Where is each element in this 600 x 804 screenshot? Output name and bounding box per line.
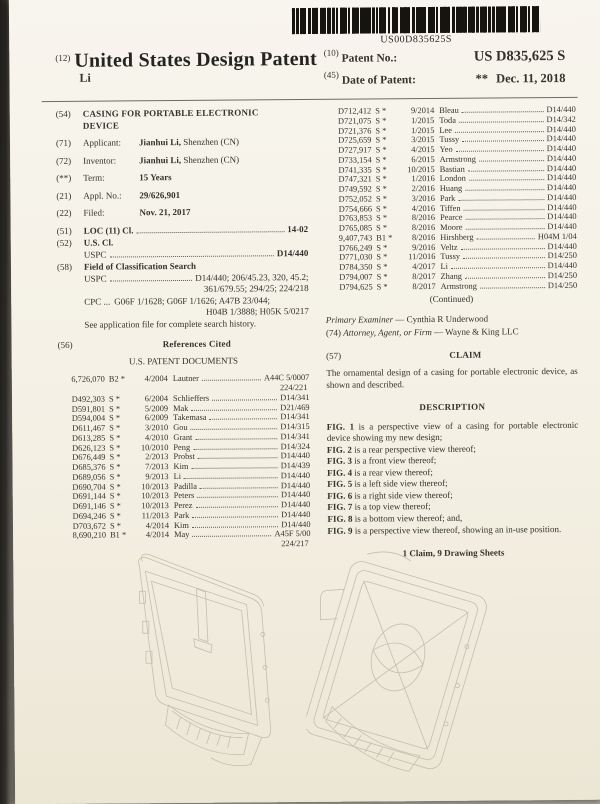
header-right [324, 46, 566, 91]
patent-header [55, 46, 565, 93]
us-class-label: U.S. Cl. [83, 237, 114, 248]
reference-row: D613,285 S * 4/2010 Grant D14/341 [71, 431, 310, 443]
claim-title: CLAIM [449, 349, 482, 360]
reference-row: D691,144 S * 10/2013 Peters D14/440 [72, 490, 311, 502]
reference-row: 8,690,210 B1 * 4/2014 May A45F 5/00 [72, 529, 311, 541]
bib-field-row: (21) Appl. No.: 29/626,901 [56, 189, 181, 201]
figure-drawing-left [109, 542, 311, 794]
uspc-label: USPC [83, 249, 107, 260]
primary-examiner-line: Primary Examiner — Cynthia R Underwood [325, 313, 489, 325]
attorney-line: (74) Attorney, Agent, or Firm — Wayne & King LLC [325, 326, 519, 339]
patent-number-row [324, 46, 566, 67]
reference-row: D794,007 S * 8/2017 Zhang D14/250 [339, 270, 578, 282]
continued-note: (Continued) [429, 293, 474, 305]
figure-description-line: FIG. 4 is a rear view thereof; [327, 466, 433, 478]
references-list-left [58, 373, 311, 550]
bibliographic-fields [56, 136, 308, 220]
reference-row: D712,412 S * 9/2014 Bleau D14/440 [337, 104, 576, 116]
patent-date-label: $^{(45)}$ Date of Patent: [323, 69, 416, 87]
uspc-row [57, 248, 309, 261]
us-patent-documents-subtitle: U.S. PATENT DOCUMENTS [128, 355, 238, 367]
patent-number-value: US D835,625 S [473, 47, 566, 65]
reference-class-continuation: 224/217 [281, 539, 309, 549]
left-column [56, 107, 311, 562]
right-column [324, 105, 579, 560]
field-uspc-line: USPC D14/440; 206/45.23, 320, 45.2; [84, 271, 309, 284]
reference-row: D733,154 S * 6/2015 Armstrong D14/440 [338, 153, 577, 165]
reference-row: D685,376 S * 7/2013 Kim D14/439 [72, 461, 311, 472]
reference-row: 6,726,070 B2 * 4/2004 Lautner A44C 5/0007 [71, 373, 310, 385]
patent-date-value: ** Dec. 11, 2018 [475, 70, 566, 86]
reference-row: D794,625 S * 8/2017 Armstrong D14/250 [339, 280, 578, 292]
reference-row: D594,004 S * 6/2009 Takemasa D14/341 [71, 412, 310, 424]
patent-number-label: $^{(10)}$ Patent No.: [323, 47, 398, 65]
field-of-search [57, 260, 309, 331]
title-field: (54) CASING FOR PORTABLE ELECTRONIC DEVICE [56, 107, 308, 132]
reference-row: D703,672 S * 4/2014 Kim D14/440 [72, 519, 311, 531]
reference-row: D492,303 S * 6/2004 Schlieffers D14/341 [71, 392, 310, 404]
barcode-image [292, 6, 540, 34]
reference-row: D747,321 S * 1/2016 London D14/440 [338, 173, 577, 185]
reference-row: D752,052 S * 3/2016 Park D14/440 [338, 192, 577, 204]
reference-row: D725,659 S * 3/2015 Tussy D14/440 [338, 134, 576, 146]
claims-sheets-note: 1 Claim, 9 Drawing Sheets [402, 547, 505, 559]
uspc-value: D14/440 [276, 247, 309, 258]
bib-field-row: (**) Term: 15 Years [56, 172, 172, 184]
reference-row: 9,407,743 B1 * 8/2016 Hirshberg H04M 1/04 [338, 231, 577, 243]
reference-class-continuation: 224/221 [279, 383, 308, 393]
reference-row: D611,467 S * 3/2010 Gou D14/315 [72, 422, 310, 433]
reference-row: D694,246 S * 11/2013 Park D14/440 [72, 509, 311, 521]
reference-row: D766,249 S * 9/2016 Veltz D14/440 [338, 241, 577, 253]
reference-row: D591,801 S * 5/2009 Mak D21/469 [71, 402, 310, 414]
claim-text: The ornamental design of a casing for portable electronic device, as shown and described. [326, 366, 578, 390]
field-of-search-head: (58) Field of Classification Search [56, 261, 197, 273]
reference-row: D763,853 S * 8/2016 Pearce D14/440 [338, 212, 577, 224]
figure-description-line: FIG. 7 is a top view thereof; [327, 501, 431, 513]
header-divider [42, 97, 578, 102]
reference-row: D691,146 S * 10/2013 Perez D14/440 [72, 500, 311, 511]
reference-row: D721,075 S * 1/2015 Toda D14/342 [338, 114, 576, 126]
inventor-surname: Li [79, 70, 91, 85]
reference-row: D676,449 S * 2/2013 Probst D14/440 [72, 451, 310, 463]
header-left [55, 48, 324, 93]
bib-field-row: (71) Applicant: Jianhui Li, Shenzhen (CN) [55, 136, 240, 149]
loc-class-row: (51) LOC (11) Cl. 14-02 [56, 223, 309, 236]
figure-description-line: FIG. 2 is a rear perspective view thereof; [326, 443, 476, 455]
barcode-text: US00D835625S [380, 33, 453, 46]
dot-leader [136, 231, 284, 233]
reference-row: D727,917 S * 4/2015 Yeo D14/440 [338, 143, 577, 155]
figure-description-line: FIG. 6 is a right side view thereof; [327, 489, 453, 501]
reference-row: D765,085 S * 8/2016 Moore D14/440 [338, 221, 577, 233]
references-section-head: (56) References Cited [58, 338, 310, 351]
field-uspc-continuation: 361/679.55; 294/25; 224/218 [203, 283, 309, 295]
reference-row: D626,123 S * 10/2010 Peng D14/324 [72, 441, 310, 453]
figure-drawing-right [305, 547, 492, 798]
cpc-line: CPC ... G06F 1/1628; G06F 1/1626; A47B 23/044; [84, 294, 271, 307]
loc-label: LOC (11) Cl. [83, 224, 134, 236]
reference-row: D749,592 S * 2/2016 Huang D14/440 [338, 182, 577, 194]
description-title: DESCRIPTION [419, 401, 486, 413]
figure-descriptions [327, 420, 579, 537]
claim-section-head: (57) CLAIM [326, 349, 578, 362]
figure-description-line: FIG. 9 is a perspective view thereof, showing an in-use position. [327, 523, 562, 536]
figure-description-line: FIG. 1 is a perspective view of a casing for portable electronic device showing my new design; [326, 419, 579, 444]
reference-row: D721,376 S * 1/2015 Lee D14/440 [338, 124, 576, 136]
cpc-continuation: H04B 1/3888; H05K 5/0217 [206, 306, 309, 318]
bib-field-row: (22) Filed: Nov. 21, 2017 [56, 207, 191, 219]
reference-row: D741,335 S * 10/2015 Bastian D14/440 [338, 163, 577, 175]
barcode-block [292, 6, 540, 46]
us-class-row: (52) U.S. Cl. [56, 237, 114, 249]
page-title: United States Design Patent [74, 47, 318, 72]
reference-row: D690,704 S * 10/2013 Padilla D14/440 [72, 480, 311, 492]
figure-description-line: FIG. 5 is a left side view thereof; [327, 478, 448, 490]
references-list-right [324, 105, 577, 292]
reference-row: D771,030 S * 11/2016 Tussy D14/250 [339, 251, 577, 263]
loc-value: 14-02 [287, 223, 309, 234]
body-columns [56, 105, 580, 563]
invention-title: CASING FOR PORTABLE ELECTRONIC DEVICE [82, 107, 259, 131]
dot-leader [109, 255, 273, 257]
reference-row: D784,350 S * 4/2017 Li D14/440 [339, 260, 577, 272]
reference-row: D689,056 S * 9/2013 Li D14/440 [72, 470, 311, 482]
patent-title-line [55, 48, 324, 73]
kind-code: (12) [55, 52, 71, 63]
bib-field-row: (72) Inventor: Jianhui Li, Shenzhen (CN) [56, 154, 240, 166]
figure-description-line: FIG. 3 is a front view thereof; [326, 455, 437, 467]
figure-description-line: FIG. 8 is a bottom view thereof; and, [327, 512, 463, 524]
patent-date-row [324, 68, 566, 88]
references-title: References Cited [162, 338, 231, 350]
search-history-note: See application file for complete search history. [84, 318, 257, 330]
reference-row: D754,666 S * 4/2016 Tiffen D14/440 [338, 202, 577, 214]
dot-leader [110, 280, 193, 282]
double-asterisk: ** [475, 71, 489, 86]
patent-page [9, 0, 600, 804]
